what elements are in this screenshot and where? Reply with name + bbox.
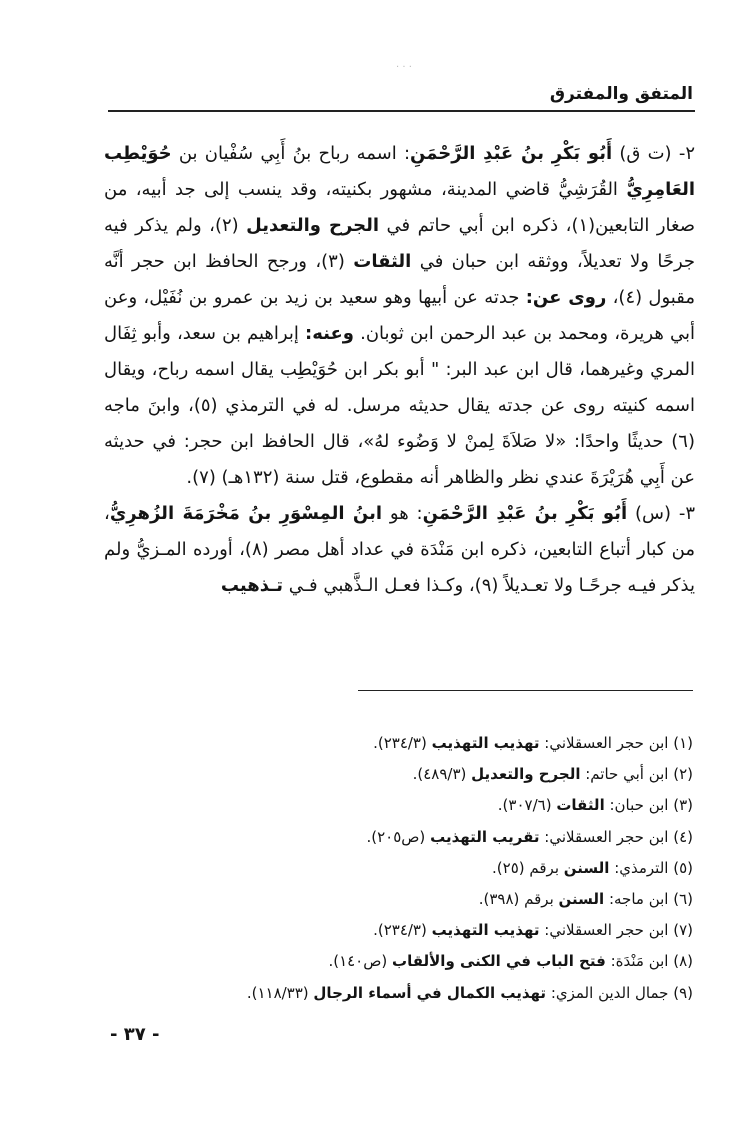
footnote	[104, 728, 693, 759]
footnote-text: (٩) جمال الدين المزي:	[546, 983, 693, 1002]
footnote-book-title: السنن	[558, 890, 605, 909]
footnote-book-title: الثقات	[556, 796, 605, 815]
footnote-book-title: تهذيب الكمال في أسماء الرجال	[313, 983, 547, 1002]
footnotes	[104, 728, 693, 1009]
footnote	[104, 884, 693, 915]
footnote-separator	[358, 690, 693, 691]
footnote-book-title: تهذيب التهذيب	[431, 921, 540, 940]
footnote-reference: (ص٢٠٥).	[366, 827, 431, 846]
footnote-book-title: تهذيب التهذيب	[431, 734, 540, 752]
entry-3-paragraph	[104, 496, 695, 604]
footnote-text: (٦) ابن ماجه:	[604, 890, 693, 909]
entry-2-rawa-label: روى عن:	[525, 287, 607, 308]
entry-3-book-tadhhib: تـذهيب	[220, 575, 284, 596]
header-rule	[108, 110, 695, 112]
footnote-text: (٨) ابن مَنْدَة:	[605, 952, 693, 971]
entry-3-text-2: : هو	[382, 503, 423, 524]
footnote-text: (١) ابن حجر العسقلاني:	[539, 734, 693, 752]
footnote	[104, 822, 693, 853]
footnote-book-title: تقريب التهذيب	[430, 827, 540, 846]
footnote	[104, 759, 693, 790]
entry-2-text-5: (٣)، ورجح الحافظ ابن حجر أنَّه مقبول (٤)،	[104, 251, 695, 308]
footnote-reference: (٢٣٤/٣).	[373, 921, 432, 940]
entry-3-lineage: ابنُ المِسْوَرِ بنُ مَخْرَمَةَ الزُهرِيُّ	[109, 503, 383, 524]
footnote	[104, 790, 693, 821]
footnote-reference: (٢٣٤/٣).	[373, 734, 432, 752]
entry-3-text-1: ٣- (س)	[627, 503, 695, 524]
footnote-text: (٧) ابن حجر العسقلاني:	[539, 921, 693, 940]
footnote-text: (٣) ابن حبان:	[604, 796, 693, 815]
footnote	[104, 915, 693, 946]
entry-2-anhu-label: وعنه:	[305, 323, 354, 344]
footnote-text: (٢) ابن أبي حاتم:	[580, 765, 693, 784]
running-header-title: المتفق والمفترق	[549, 84, 693, 104]
footnote	[104, 853, 693, 884]
footnote	[104, 978, 693, 1009]
footnote-reference: برقم (٢٥).	[492, 858, 564, 877]
footnote-book-title: فتح الباب في الكنى والألقاب	[392, 952, 606, 971]
footnote-reference: برقم (٣٩٨).	[478, 890, 559, 909]
entry-2-book-thiqat: الثقات	[353, 251, 412, 272]
footnote-reference: (ص١٤٠).	[328, 952, 392, 971]
footnote-book-title: الجرح والتعديل	[471, 765, 581, 784]
entry-3-name: أَبُو بَكْرِ بنُ عَبْدِ الرَّحْمَنِ	[422, 503, 628, 524]
entry-2-nisba: حُوَيْطِب العَامِرِيُّ	[104, 143, 695, 200]
footnote-text: (٤) ابن حجر العسقلاني:	[539, 827, 693, 846]
entry-2-text-1: ٢- (ت ق)	[612, 143, 695, 164]
footnote-reference: (٣٠٧/٦).	[497, 796, 557, 815]
entry-2-text-4: (٢)، ولم يذكر فيه جرحًا ولا تعديلاً، ووثقه ابن حبان في	[104, 215, 696, 272]
entry-2-text-6: جدته عن أبيها وهو سعيد بن زيد بن عمرو بن نُفَيْل، وعن أبي هريرة، ومحمد بن عبد الرحمن ابن ثوبان.	[104, 287, 695, 344]
scan-artifact: · · ·	[396, 62, 412, 73]
entry-2-text-7: إبراهيم بن سعد، وأبو ثِفَال المري وغيرهما، قال ابن عبد البر: " أبو بكر ابن حُوَيْطِب يقال اسمه رباح، ويقال اسمه كنيته روى عن جدته يقال حديثه مرسل. له في الترمذي (٥)، وابنَ ماجه (٦) حديثًا واحدًا: «لا صَلاَةَ لِمنْ لا وَضُوء لهُ»، قال الحافظ ابن حجر: في حديثه عن أَبِي هُرَيْرَةَ عندي نظر والظاهر أنه مقطوع، قتل سنة (١٣٢هـ) (٧).	[104, 323, 695, 488]
footnote	[104, 946, 693, 977]
entry-2-text-3: القُرَشِيُّ قاضي المدينة، مشهور بكنيته، وقد ينسب إلى جد أبيه، من صغار التابعين(١)، ذكره ابن أبي حاتم في	[104, 179, 696, 236]
entry-2-text-2: : اسمه رباح بنُ أَبِي سُفْيان بن	[171, 143, 411, 164]
entry-2-book-jarh: الجرح والتعديل	[246, 215, 380, 236]
footnote-reference: (١١٨/٣٣).	[246, 983, 314, 1002]
entry-3-text-3: ، من كبار أتباع التابعين، ذكره ابن مَنْدَة في عداد أهل مصر (٨)، أورده المـزيُّ ولم يذكر فيـه جرحًـا ولا تعـديلاً (٩)، وكـذا فعـل الـذَّهبي فـي	[104, 503, 695, 596]
entry-2-paragraph	[104, 136, 695, 496]
footnote-book-title: السنن	[563, 858, 610, 877]
page-number: - ٣٧ -	[110, 1024, 160, 1045]
footnote-reference: (٤٨٩/٣).	[412, 765, 472, 784]
entry-2-name: أَبُو بَكْرِ بنُ عَبْدِ الرَّحْمَنِ	[410, 143, 613, 164]
main-text	[104, 136, 695, 604]
footnote-text: (٥) الترمذي:	[609, 858, 693, 877]
